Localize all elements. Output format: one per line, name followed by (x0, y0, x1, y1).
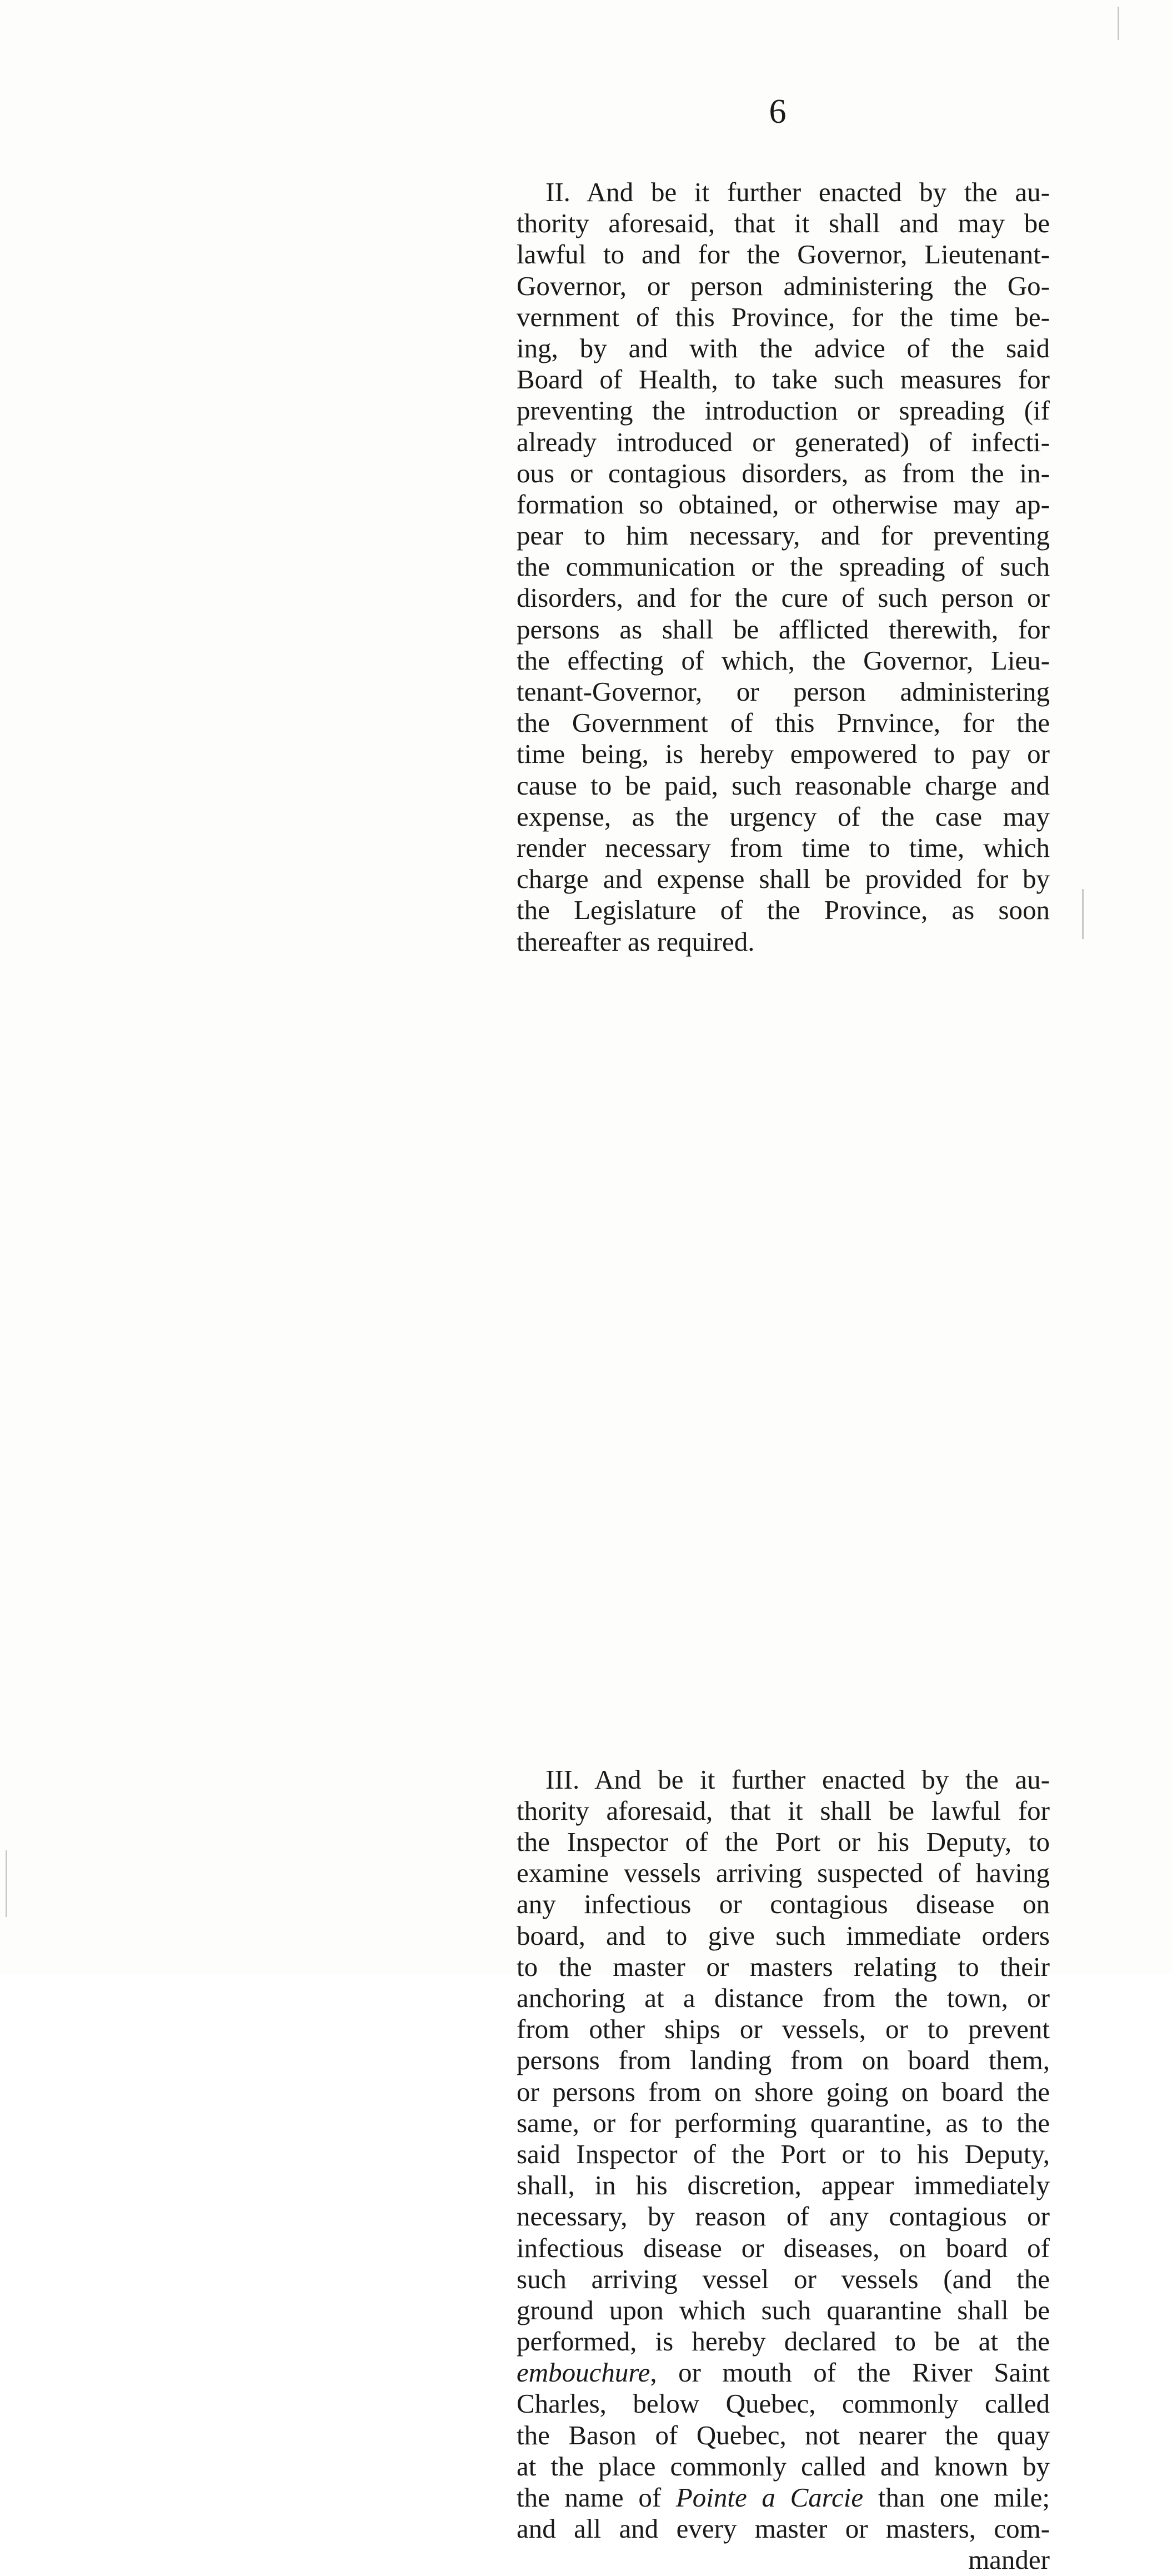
text-line: the Government of this Prnvince, for the (517, 707, 1050, 738)
text-line: necessary, by reason of any contagious or (517, 2201, 1050, 2232)
text-line: such arriving vessel or vessels (and the (517, 2263, 1050, 2294)
text-line: or persons from on shore going on board the (517, 2076, 1050, 2107)
text-line: preventing the introduction or spreading (if (517, 395, 1050, 426)
text-line: ing, by and with the advice of the said (517, 332, 1050, 363)
text-line: from other ships or vessels, or to prevent (517, 2014, 1050, 2045)
text-line: expense, as the urgency of the case may (517, 801, 1050, 832)
text-line: said Inspector of the Port or to his Deputy, (517, 2138, 1050, 2169)
text-line: thority aforesaid, that it shall be lawful for (517, 1795, 1050, 1826)
scan-mark (1118, 7, 1119, 40)
text-line-embouchure: embouchure, or mouth of the River Saint (517, 2357, 1050, 2388)
text-line-pointe: the name of Pointe a Carcie than one mile; (517, 2482, 1050, 2513)
text-line: and all and every master or masters, com- (517, 2513, 1050, 2544)
text-line: II. And be it further enacted by the au- (545, 177, 1050, 207)
text-line: the Bason of Quebec, not nearer the quay (517, 2419, 1050, 2450)
text-line: III. And be it further enacted by the au- (545, 1764, 1050, 1795)
text-line: ous or contagious disorders, as from the in- (517, 457, 1050, 488)
text-line: shall, in his discretion, appear immediately (517, 2170, 1050, 2201)
text-line: charge and expense shall be provided for by (517, 863, 1050, 895)
catchword: mander (968, 2544, 1050, 2575)
text-line: cause to be paid, such reasonable charge and (517, 770, 1050, 801)
text-line: the communication or the spreading of such (517, 551, 1050, 582)
text-line: the Inspector of the Port or his Deputy, to (517, 1826, 1050, 1858)
text-line: examine vessels arriving suspected of having (517, 1858, 1050, 1889)
text-line: Board of Health, to take such measures for (517, 364, 1050, 395)
text-line: anchoring at a distance from the town, or (517, 1983, 1050, 2013)
section-iii-paragraph (517, 1764, 1050, 2576)
text-line: performed, is hereby declared to be at the (517, 2326, 1050, 2357)
text-line: persons from landing from on board them, (517, 2045, 1050, 2076)
text-line: time being, is hereby empowered to pay or (517, 738, 1050, 770)
text-line: disorders, and for the cure of such person or (517, 582, 1050, 613)
text-line: formation so obtained, or otherwise may ap- (517, 488, 1050, 520)
text-line: at the place commonly called and known by (517, 2450, 1050, 2482)
text-line: to the master or masters relating to their (517, 1951, 1050, 1982)
text-line: Governor, or person administering the Go- (517, 270, 1050, 301)
text-line: any infectious or contagious disease on (517, 1889, 1050, 1920)
text-line: persons as shall be afflicted therewith, for (517, 613, 1050, 645)
text-line: already introduced or generated) of infecti- (517, 426, 1050, 457)
scan-mark (1082, 889, 1084, 939)
italic-term: embouchure (517, 2357, 650, 2388)
text-line: thereafter as required. (517, 926, 755, 957)
text-line: same, or for performing quarantine, as to the (517, 2107, 1050, 2138)
text-line: vernment of this Province, for the time be- (517, 301, 1050, 332)
text-line: the Legislature of the Province, as soon (517, 895, 1050, 926)
section-ii-paragraph (517, 177, 1050, 957)
text-line: the effecting of which, the Governor, Lieu- (517, 645, 1050, 676)
text-line: Charles, below Quebec, commonly called (517, 2388, 1050, 2419)
text-line: pear to him necessary, and for preventing (517, 520, 1050, 551)
text-line: board, and to give such immediate orders (517, 1920, 1050, 1951)
text-line: lawful to and for the Governor, Lieutenant- (517, 239, 1050, 270)
text-line: render necessary from time to time, which (517, 832, 1050, 863)
scan-mark (6, 1850, 7, 1917)
text-line: thority aforesaid, that it shall and may be (517, 208, 1050, 239)
text-line: tenant-Governor, or person administering (517, 676, 1050, 707)
italic-term: Pointe a Carcie (675, 2482, 864, 2513)
text-line: infectious disease or diseases, on board of (517, 2232, 1050, 2263)
text-line: ground upon which such quarantine shall be (517, 2294, 1050, 2325)
page-number: 6 (769, 93, 787, 131)
